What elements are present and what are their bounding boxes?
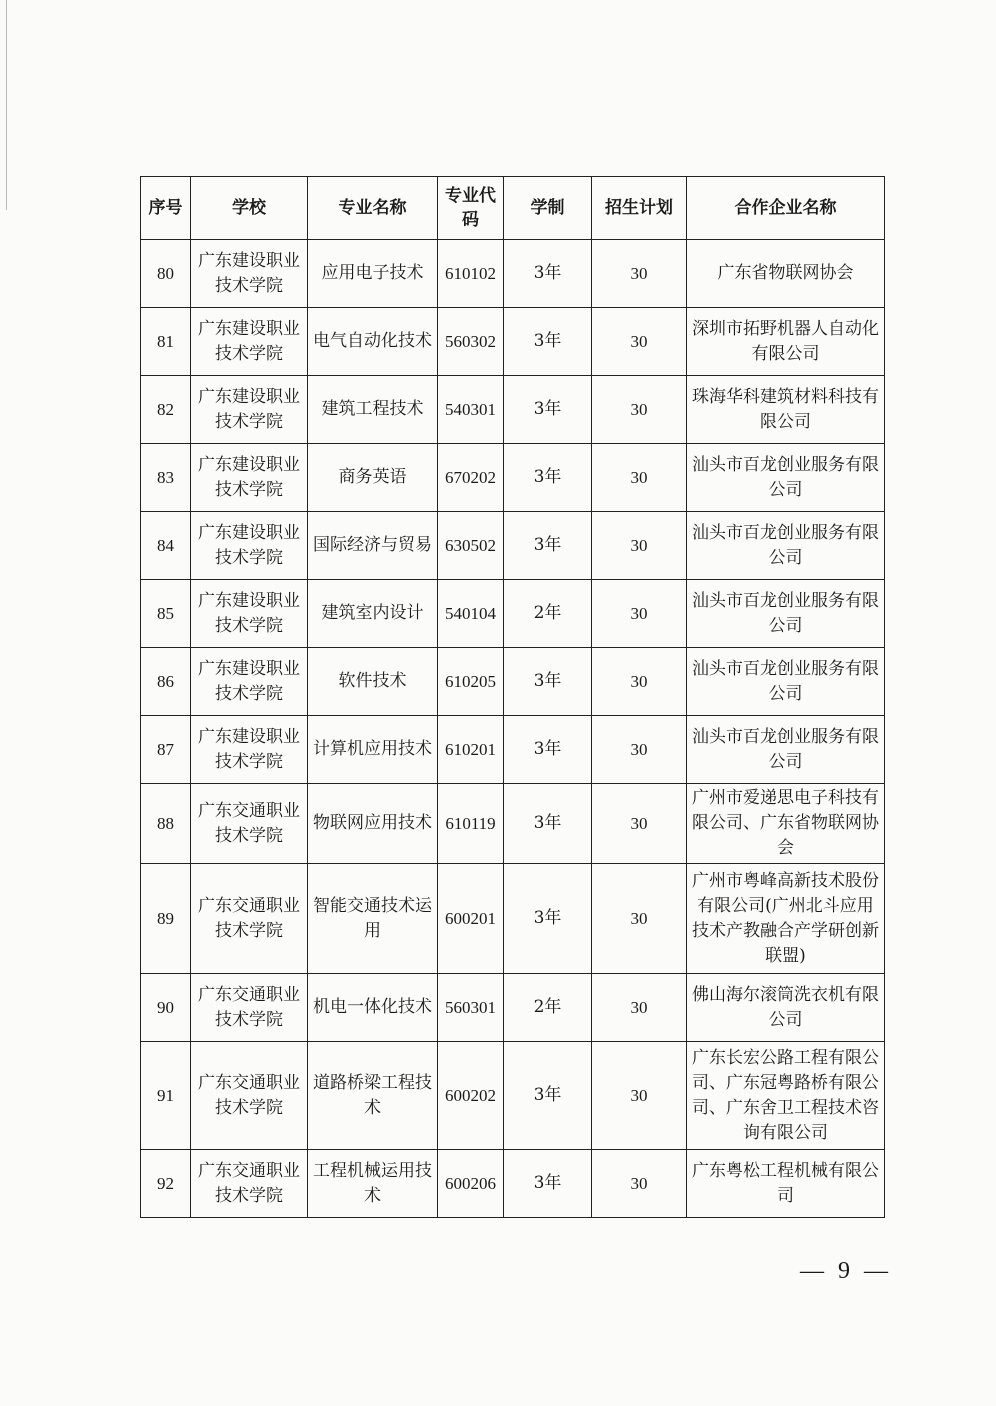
cell-school: 广东建设职业技术学院 <box>191 376 308 444</box>
cell-duration: 3年 <box>504 308 592 376</box>
table-row <box>141 864 885 974</box>
cell-code: 540104 <box>438 580 504 648</box>
cell-code: 610205 <box>438 648 504 716</box>
cell-major: 软件技术 <box>308 648 438 716</box>
cell-duration: 3年 <box>504 716 592 784</box>
cell-partner: 汕头市百龙创业服务有限公司 <box>687 512 885 580</box>
cell-code: 610201 <box>438 716 504 784</box>
table-row <box>141 1042 885 1150</box>
cell-major: 建筑室内设计 <box>308 580 438 648</box>
cell-duration: 3年 <box>504 648 592 716</box>
cell-major: 商务英语 <box>308 444 438 512</box>
cell-partner: 汕头市百龙创业服务有限公司 <box>687 444 885 512</box>
cell-code: 600206 <box>438 1150 504 1218</box>
cell-plan: 30 <box>592 376 687 444</box>
cell-major: 应用电子技术 <box>308 240 438 308</box>
cell-plan: 30 <box>592 580 687 648</box>
cell-partner: 佛山海尔滚筒洗衣机有限公司 <box>687 974 885 1042</box>
cell-plan: 30 <box>592 240 687 308</box>
cell-plan: 30 <box>592 1150 687 1218</box>
enrollment-table-container <box>140 176 885 1218</box>
cell-plan: 30 <box>592 648 687 716</box>
header-plan: 招生计划 <box>592 177 687 240</box>
cell-seq: 82 <box>141 376 191 444</box>
cell-major: 道路桥梁工程技术 <box>308 1042 438 1150</box>
cell-seq: 89 <box>141 864 191 974</box>
cell-seq: 84 <box>141 512 191 580</box>
cell-major: 计算机应用技术 <box>308 716 438 784</box>
cell-duration: 3年 <box>504 512 592 580</box>
table-row <box>141 716 885 784</box>
cell-partner: 广东省物联网协会 <box>687 240 885 308</box>
cell-partner: 汕头市百龙创业服务有限公司 <box>687 580 885 648</box>
cell-code: 670202 <box>438 444 504 512</box>
cell-school: 广东交通职业技术学院 <box>191 1150 308 1218</box>
cell-school: 广东交通职业技术学院 <box>191 974 308 1042</box>
cell-seq: 80 <box>141 240 191 308</box>
cell-duration: 3年 <box>504 1042 592 1150</box>
cell-code: 610119 <box>438 784 504 864</box>
cell-seq: 81 <box>141 308 191 376</box>
cell-school: 广东建设职业技术学院 <box>191 716 308 784</box>
table-row <box>141 1150 885 1218</box>
table-row <box>141 648 885 716</box>
cell-plan: 30 <box>592 1042 687 1150</box>
cell-partner: 广东长宏公路工程有限公司、广东冠粤路桥有限公司、广东舍卫工程技术咨询有限公司 <box>687 1042 885 1150</box>
cell-duration: 3年 <box>504 240 592 308</box>
cell-code: 560301 <box>438 974 504 1042</box>
cell-duration: 3年 <box>504 1150 592 1218</box>
cell-school: 广东建设职业技术学院 <box>191 648 308 716</box>
cell-duration: 3年 <box>504 444 592 512</box>
cell-major: 国际经济与贸易 <box>308 512 438 580</box>
cell-partner: 广州市爱递思电子科技有限公司、广东省物联网协会 <box>687 784 885 864</box>
cell-partner: 汕头市百龙创业服务有限公司 <box>687 648 885 716</box>
cell-school: 广东建设职业技术学院 <box>191 580 308 648</box>
enrollment-table <box>140 176 885 1218</box>
cell-code: 560302 <box>438 308 504 376</box>
cell-plan: 30 <box>592 308 687 376</box>
cell-major: 工程机械运用技术 <box>308 1150 438 1218</box>
cell-code: 630502 <box>438 512 504 580</box>
cell-plan: 30 <box>592 974 687 1042</box>
cell-school: 广东交通职业技术学院 <box>191 1042 308 1150</box>
header-school: 学校 <box>191 177 308 240</box>
cell-seq: 83 <box>141 444 191 512</box>
cell-duration: 2年 <box>504 974 592 1042</box>
cell-major: 建筑工程技术 <box>308 376 438 444</box>
cell-major: 智能交通技术运用 <box>308 864 438 974</box>
header-partner: 合作企业名称 <box>687 177 885 240</box>
cell-seq: 86 <box>141 648 191 716</box>
table-row <box>141 376 885 444</box>
cell-plan: 30 <box>592 512 687 580</box>
page-number: — 9 — <box>800 1258 892 1284</box>
cell-school: 广东交通职业技术学院 <box>191 784 308 864</box>
cell-plan: 30 <box>592 716 687 784</box>
header-seq: 序号 <box>141 177 191 240</box>
cell-school: 广东交通职业技术学院 <box>191 864 308 974</box>
cell-seq: 92 <box>141 1150 191 1218</box>
header-code: 专业代码 <box>438 177 504 240</box>
cell-school: 广东建设职业技术学院 <box>191 308 308 376</box>
cell-seq: 91 <box>141 1042 191 1150</box>
cell-partner: 深圳市拓野机器人自动化有限公司 <box>687 308 885 376</box>
cell-partner: 广州市粤峰高新技术股份有限公司(广州北斗应用技术产教融合产学研创新联盟) <box>687 864 885 974</box>
cell-school: 广东建设职业技术学院 <box>191 240 308 308</box>
table-row <box>141 240 885 308</box>
cell-duration: 3年 <box>504 784 592 864</box>
cell-partner: 汕头市百龙创业服务有限公司 <box>687 716 885 784</box>
table-row <box>141 784 885 864</box>
cell-duration: 2年 <box>504 580 592 648</box>
cell-partner: 珠海华科建筑材料科技有限公司 <box>687 376 885 444</box>
cell-code: 600202 <box>438 1042 504 1150</box>
cell-code: 610102 <box>438 240 504 308</box>
table-row <box>141 974 885 1042</box>
cell-plan: 30 <box>592 444 687 512</box>
cell-major: 物联网应用技术 <box>308 784 438 864</box>
cell-seq: 87 <box>141 716 191 784</box>
cell-seq: 90 <box>141 974 191 1042</box>
cell-code: 540301 <box>438 376 504 444</box>
cell-code: 600201 <box>438 864 504 974</box>
table-row <box>141 580 885 648</box>
cell-school: 广东建设职业技术学院 <box>191 444 308 512</box>
cell-plan: 30 <box>592 864 687 974</box>
table-row <box>141 444 885 512</box>
cell-seq: 85 <box>141 580 191 648</box>
cell-duration: 3年 <box>504 864 592 974</box>
cell-duration: 3年 <box>504 376 592 444</box>
header-major: 专业名称 <box>308 177 438 240</box>
cell-seq: 88 <box>141 784 191 864</box>
cell-major: 电气自动化技术 <box>308 308 438 376</box>
table-row <box>141 512 885 580</box>
table-row <box>141 308 885 376</box>
cell-school: 广东建设职业技术学院 <box>191 512 308 580</box>
table-header-row <box>141 177 885 240</box>
cell-plan: 30 <box>592 784 687 864</box>
cell-major: 机电一体化技术 <box>308 974 438 1042</box>
header-duration: 学制 <box>504 177 592 240</box>
scan-edge-line <box>6 0 7 210</box>
cell-partner: 广东粤松工程机械有限公司 <box>687 1150 885 1218</box>
